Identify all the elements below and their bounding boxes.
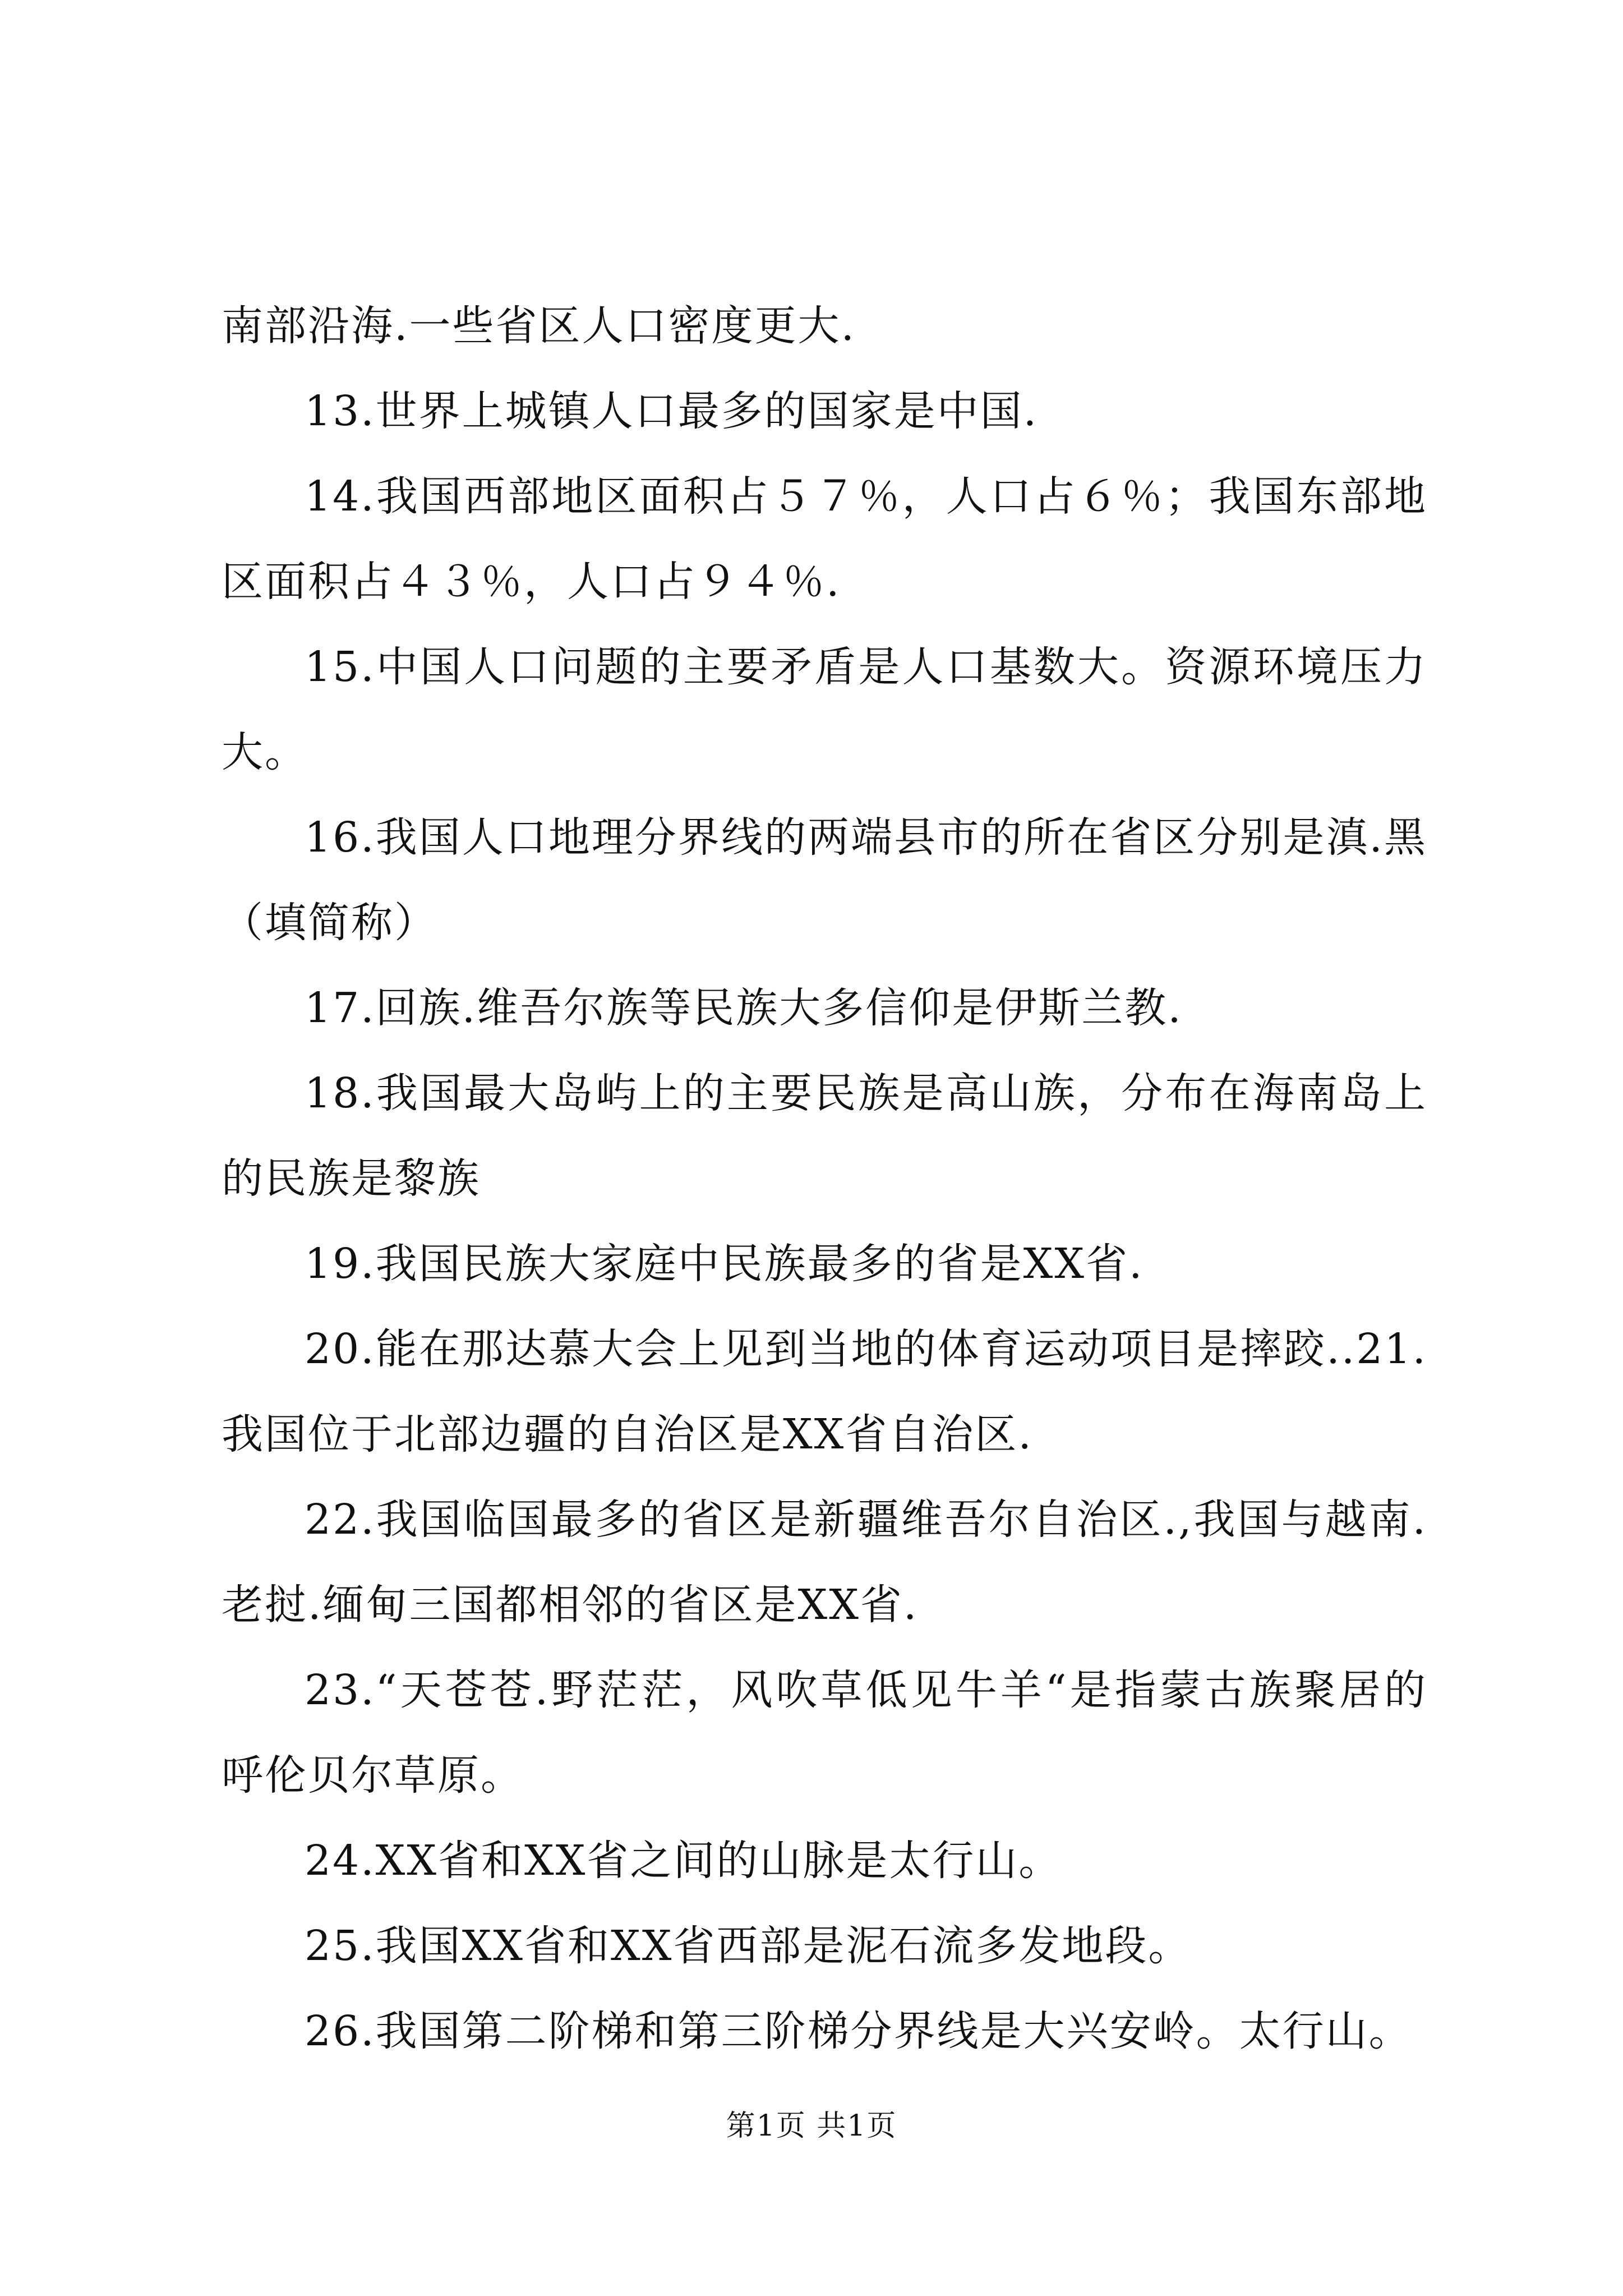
paragraph-item-14: 14.我国西部地区面积占５７％，人口占６％；我国东部地区面积占４３％，人口占９４％. xyxy=(222,472,1427,606)
paragraph-item-15: 15.中国人口问题的主要矛盾是人口基数大。资源环境压力大。 xyxy=(222,643,1427,776)
paragraph-item-13: 13.世界上城镇人口最多的国家是中国. xyxy=(305,387,1039,435)
paragraph-item-16: 16.我国人口地理分界线的两端县市的所在省区分别是滇.黑（填简称） xyxy=(222,813,1427,947)
paragraph-item-19: 19.我国民族大家庭中民族最多的省是XX省. xyxy=(305,1240,1144,1288)
paragraph-item-23: 23.“天苍苍.野茫茫，风吹草低见牛羊“是指蒙古族聚居的呼伦贝尔草原。 xyxy=(222,1666,1427,1800)
paragraph-continuation: 南部沿海.一些省区人口密度更大. xyxy=(222,302,856,350)
document-body xyxy=(222,283,1427,2074)
paragraph-item-22: 22.我国临国最多的省区是新疆维吾尔自治区.,我国与越南.老挝.缅甸三国都相邻的省区是XX省. xyxy=(222,1496,1427,1629)
paragraph-item-24: 24.XX省和XX省之间的山脉是太行山。 xyxy=(305,1837,1062,1885)
paragraph-item-25: 25.我国XX省和XX省西部是泥石流多发地段。 xyxy=(305,1922,1192,1970)
paragraph-item-20: 20.能在那达慕大会上见到当地的体育运动项目是摔跤..21.我国位于北部边疆的自治区是XX省自治区. xyxy=(222,1325,1427,1458)
paragraph-item-17: 17.回族.维吾尔族等民族大多信仰是伊斯兰教. xyxy=(305,984,1183,1032)
paragraph-item-26: 26.我国第二阶梯和第三阶梯分界线是大兴安岭。太行山。 xyxy=(305,2007,1412,2055)
page-footer: 第1页 共1页 xyxy=(726,2109,897,2143)
paragraph-item-18: 18.我国最大岛屿上的主要民族是高山族，分布在海南岛上的民族是黎族 xyxy=(222,1069,1427,1203)
